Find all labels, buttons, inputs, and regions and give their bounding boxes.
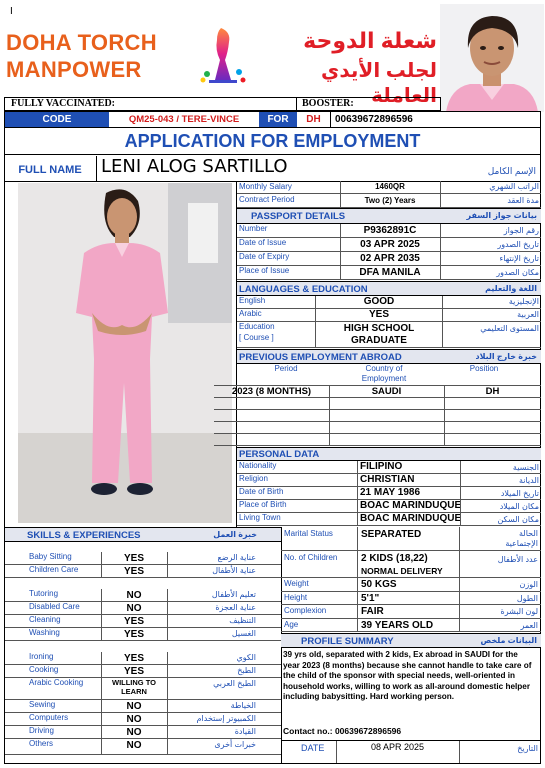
personal-row-value: CHRISTIAN: [360, 474, 415, 485]
personal-row-ar: الجنسية: [512, 463, 539, 472]
skill-ar: الطبخ العربي: [213, 679, 256, 688]
vaccination-bar: [4, 97, 441, 111]
personal-row-label: Living Town: [239, 513, 281, 522]
complexion-label: Complexion: [284, 606, 327, 615]
skill-value: YES: [123, 553, 144, 564]
personal-row-ar: الديانة: [518, 476, 539, 485]
skills-title-ar: خبرة العمل: [213, 530, 257, 539]
previous-employment-divider: [444, 434, 445, 446]
passport-title: PASSPORT DETAILS: [251, 211, 346, 222]
personal-row-value: 21 MAY 1986: [360, 487, 421, 498]
applicant-headshot: [440, 4, 544, 112]
children-divider-a: [357, 551, 358, 578]
country-column-header-line2: Employment: [361, 374, 407, 383]
personal-row-divider: [357, 500, 358, 513]
full-name-ar: الإسم الكامل: [487, 166, 536, 176]
age-label: Age: [284, 619, 299, 629]
skill-ar: الكمبيوتر إستخدام: [196, 714, 256, 723]
company-logo: [195, 24, 251, 86]
profile-summary-title: PROFILE SUMMARY: [301, 636, 394, 647]
passport-row-value: P9362891C: [363, 225, 417, 236]
age-row: [281, 619, 541, 633]
skill-value: NO: [126, 740, 142, 751]
arabic-value: YES: [368, 309, 389, 320]
company-name-en-line1: DOHA TORCH: [6, 30, 157, 55]
personal-row-divider: [357, 487, 358, 500]
english-row: [237, 296, 541, 309]
previous-employment-divider: [329, 398, 330, 410]
contract-ar: مدة العقد: [507, 196, 539, 205]
date-ar: التاريخ: [517, 744, 538, 753]
for-value: DH: [297, 112, 331, 127]
corner-mark: I: [10, 6, 13, 17]
date-divider-b: [459, 741, 460, 763]
salary-value: 1460QR: [375, 182, 405, 191]
code-bar: [4, 111, 541, 128]
weight-divider: [357, 578, 358, 592]
skill-value: NO: [126, 701, 142, 712]
skill-ar: عناية العجزة: [215, 603, 256, 612]
previous-employment-row: [214, 398, 541, 410]
contract-label: Contract Period: [239, 195, 295, 204]
skill-label: Sewing: [29, 700, 56, 709]
passport-row-value: DFA MANILA: [359, 267, 421, 278]
marital-ar-line1: الحالة: [519, 529, 538, 538]
previous-employment-row: [214, 410, 541, 422]
english-value: GOOD: [363, 296, 395, 307]
personal-row-divider: [357, 461, 358, 474]
skill-value: WILLING TO LEARN: [111, 678, 157, 696]
skill-ar: الخياطة: [230, 701, 256, 710]
date-label: DATE: [301, 743, 325, 753]
position-column-header: Position: [469, 364, 499, 373]
skill-label: Arabic Cooking: [29, 678, 84, 687]
skill-row: [5, 615, 281, 628]
skill-row: [5, 739, 281, 755]
code-label: CODE: [5, 112, 109, 127]
vaccination-divider: [296, 98, 297, 110]
education-value-line2: GRADUATE: [351, 335, 407, 346]
height-value: 5'1": [361, 592, 380, 604]
children-label: No. of Children: [284, 553, 338, 562]
skill-row: [5, 628, 281, 641]
weight-ar: الوزن: [519, 580, 538, 589]
skill-row: [5, 665, 281, 678]
passport-row-ar: رقم الجواز: [503, 226, 539, 235]
personal-row-value: BOAC MARINDUQUE: [360, 513, 462, 524]
passport-row-ar: تاريخ الإنتهاء: [499, 254, 539, 263]
previous-employment-header: [237, 349, 541, 364]
date-divider-a: [336, 741, 337, 763]
personal-row-label: Place of Birth: [239, 500, 287, 509]
full-name-label: FULL NAME: [18, 164, 82, 176]
skill-value: YES: [123, 616, 144, 627]
arabic-label: Arabic: [239, 309, 262, 318]
passport-row-ar: تاريخ الصدور: [497, 240, 539, 249]
age-divider: [357, 619, 358, 633]
profile-summary-header: [281, 633, 541, 648]
marital-divider-b: [459, 527, 460, 551]
skill-ar: تعليم الأطفال: [211, 590, 256, 599]
previous-employment-table: [214, 386, 541, 446]
marital-label: Marital Status: [284, 529, 333, 538]
marital-ar-line2: الإجتماعية: [505, 539, 538, 548]
passport-row: [237, 238, 541, 252]
personal-row-label: Religion: [239, 474, 268, 483]
booster-label: BOOSTER:: [302, 98, 354, 109]
skill-row: [5, 552, 281, 565]
skill-ar: عناية الرضع: [217, 553, 256, 562]
salary-row: [237, 181, 541, 194]
height-ar: الطول: [516, 593, 538, 603]
complexion-ar: لون البشرة: [500, 607, 538, 616]
profile-contact: Contact no.: 00639672896596: [283, 726, 402, 736]
personal-row-ar: تاريخ الميلاد: [500, 489, 539, 498]
skills-header: [5, 527, 281, 542]
previous-country: SAUDI: [371, 386, 402, 397]
vaccinated-label: FULLY VACCINATED:: [11, 98, 116, 109]
personal-row: [237, 461, 541, 474]
passport-row-label: Date of Expiry: [239, 252, 290, 261]
skill-ar: الغسيل: [231, 629, 256, 638]
weight-row: [281, 578, 541, 592]
phone-value: 00639672896596: [335, 114, 413, 125]
previous-employment-title: PREVIOUS EMPLOYMENT ABROAD: [239, 352, 402, 363]
skill-row: [5, 589, 281, 602]
arabic-ar: العربية: [517, 310, 539, 319]
skill-ar: القيادة: [234, 727, 256, 736]
applicant-photo: [18, 183, 232, 523]
complexion-row: [281, 605, 541, 619]
personal-row: [237, 487, 541, 500]
passport-row-value: 03 APR 2025: [360, 239, 420, 250]
skill-ar: عناية الأطفال: [212, 566, 256, 575]
height-divider: [459, 592, 460, 606]
children-divider-b: [459, 551, 460, 578]
salary-ar: الراتب الشهري: [489, 182, 539, 191]
children-row: [281, 551, 541, 578]
weight-value: 50 KGS: [361, 579, 397, 590]
passport-title-ar: بيانات جواز السفر: [466, 211, 537, 220]
skill-value: NO: [126, 603, 142, 614]
passport-row-value: 02 APR 2035: [360, 253, 420, 264]
passport-row: [237, 252, 541, 266]
skill-label: Cleaning: [29, 615, 61, 624]
previous-employment-divider: [444, 398, 445, 410]
skill-row: [5, 700, 281, 713]
passport-section-header: [237, 208, 541, 224]
education-course-label: [ Course ]: [239, 333, 274, 342]
children-ar: عدد الأطفال: [497, 555, 538, 564]
education-label: Education: [239, 322, 275, 331]
english-ar: الإنجليزية: [508, 297, 539, 306]
skill-label: Baby Sitting: [29, 552, 72, 561]
skill-ar: الطبخ: [237, 666, 256, 675]
skill-ar: خبرات أخرى: [214, 740, 256, 749]
profile-summary-title-ar: البيانات ملخص: [480, 636, 537, 645]
skill-label: Disabled Care: [29, 602, 80, 611]
full-name-value: LENI ALOG SARTILLO: [96, 156, 436, 182]
personal-row-ar: مكان السكن: [497, 515, 539, 524]
personal-row-ar: مكان الميلاد: [499, 502, 539, 511]
previous-employment-columns: [214, 364, 541, 386]
skill-value: YES: [123, 629, 144, 640]
complexion-value: FAIR: [361, 606, 384, 617]
personal-row: [237, 513, 541, 526]
previous-employment-divider: [329, 410, 330, 422]
marital-row: [281, 527, 541, 551]
height-label: Height: [284, 592, 308, 602]
date-value: 08 APR 2025: [371, 742, 425, 752]
date-row: [281, 740, 541, 764]
previous-employment-row: [214, 386, 541, 398]
previous-employment-title-ar: خبرة خارج البلاد: [475, 352, 537, 361]
period-column-header: Period: [274, 364, 298, 373]
languages-title: LANGUAGES & EDUCATION: [239, 284, 368, 295]
personal-data-header: [237, 447, 541, 461]
skill-value: YES: [123, 666, 144, 677]
skill-label: Computers: [29, 713, 69, 722]
skill-label: Others: [29, 739, 54, 748]
passport-row-label: Place of Issue: [239, 266, 290, 275]
children-value-line2: NORMAL DELIVERY: [361, 566, 443, 576]
education-row: [237, 322, 541, 348]
passport-row: [237, 224, 541, 238]
skill-label: Driving: [29, 726, 54, 735]
skill-label: Cooking: [29, 665, 59, 674]
previous-employment-divider: [444, 410, 445, 422]
age-value: 39 YEARS OLD: [361, 619, 434, 631]
marital-value: SEPARATED: [361, 529, 422, 540]
skill-row: [5, 726, 281, 739]
education-ar: المستوى التعليمي: [480, 324, 539, 333]
previous-employment-divider: [329, 422, 330, 434]
languages-title-ar: اللغة والتعليم: [485, 284, 537, 293]
age-divider: [459, 619, 460, 633]
skill-label: Children Care: [29, 565, 79, 574]
skills-title: SKILLS & EXPERIENCES: [27, 530, 141, 541]
languages-section-header: [237, 281, 541, 296]
education-value-line1: HIGH SCHOOL: [343, 323, 415, 334]
weight-divider: [459, 578, 460, 592]
previous-position: DH: [485, 386, 500, 397]
company-name-ar-line2: لجلب الأيدي العاملة: [321, 60, 437, 107]
profile-summary-text: 39 yrs old, separated with 2 kids, Ex abroad in SAUDI for the year 2023 (8 months) because she cannot handle to take care of the child of the sponsor with special needs, well-oriented in household works, willing to work as all-around domestic helper including babysitting. Hard working person.: [283, 650, 532, 702]
skill-ar: التنظيف: [229, 616, 256, 625]
personal-row-value: FILIPINO: [360, 461, 403, 472]
age-ar: العمر: [520, 620, 538, 630]
children-value-line1: 2 KIDS (18,22): [361, 553, 428, 564]
complexion-divider: [459, 605, 460, 619]
personal-row-value: BOAC MARINDUQUE: [360, 500, 462, 511]
skill-value: NO: [126, 590, 142, 601]
salary-label: Monthly Salary: [239, 182, 292, 191]
company-name-ar-line1: شعلة الدوحة: [303, 28, 437, 53]
page-title: APPLICATION FOR EMPLOYMENT: [4, 128, 541, 155]
skill-value: NO: [126, 714, 142, 725]
personal-row-divider: [357, 474, 358, 487]
personal-row: [237, 500, 541, 513]
previous-period: 2023 (8 MONTHS): [231, 386, 312, 397]
personal-row-divider: [357, 513, 358, 526]
for-label: FOR: [259, 112, 297, 127]
english-label: English: [239, 296, 266, 305]
previous-employment-divider: [444, 422, 445, 434]
skill-row: [5, 652, 281, 665]
passport-row-label: Date of Issue: [239, 238, 287, 247]
previous-employment-row: [214, 422, 541, 434]
personal-data-title: PERSONAL DATA: [239, 449, 320, 460]
height-divider: [357, 592, 358, 606]
height-row: [281, 592, 541, 606]
passport-row-label: Number: [239, 224, 268, 233]
skill-row: [5, 602, 281, 615]
contract-row: [237, 194, 541, 208]
complexion-divider: [357, 605, 358, 619]
personal-row-label: Nationality: [239, 461, 277, 470]
personal-row: [237, 474, 541, 487]
weight-label: Weight: [284, 579, 309, 588]
skill-label: Ironing: [29, 652, 54, 661]
company-name-en-line2: MANPOWER: [6, 57, 142, 82]
code-value: QM25-043 / TERE-VINCE: [128, 114, 240, 125]
skill-ar: الكوي: [236, 653, 256, 662]
contract-value: Two (2) Years: [364, 196, 416, 205]
marital-divider-a: [357, 527, 358, 551]
skill-value: NO: [126, 727, 142, 738]
skill-label: Tutoring: [29, 589, 59, 598]
skill-value: YES: [123, 653, 144, 664]
skill-row: [5, 713, 281, 726]
passport-row-ar: مكان الصدور: [496, 268, 539, 277]
personal-row-label: Date of Birth: [239, 487, 284, 496]
skill-label: Washing: [29, 628, 60, 637]
previous-employment-divider: [329, 434, 330, 446]
skill-value: YES: [123, 566, 144, 577]
passport-row: [237, 266, 541, 280]
skill-row: [5, 678, 281, 700]
arabic-row: [237, 309, 541, 322]
skill-row: [5, 565, 281, 578]
country-column-header-line1: Country of: [365, 364, 403, 373]
previous-employment-row: [214, 434, 541, 446]
